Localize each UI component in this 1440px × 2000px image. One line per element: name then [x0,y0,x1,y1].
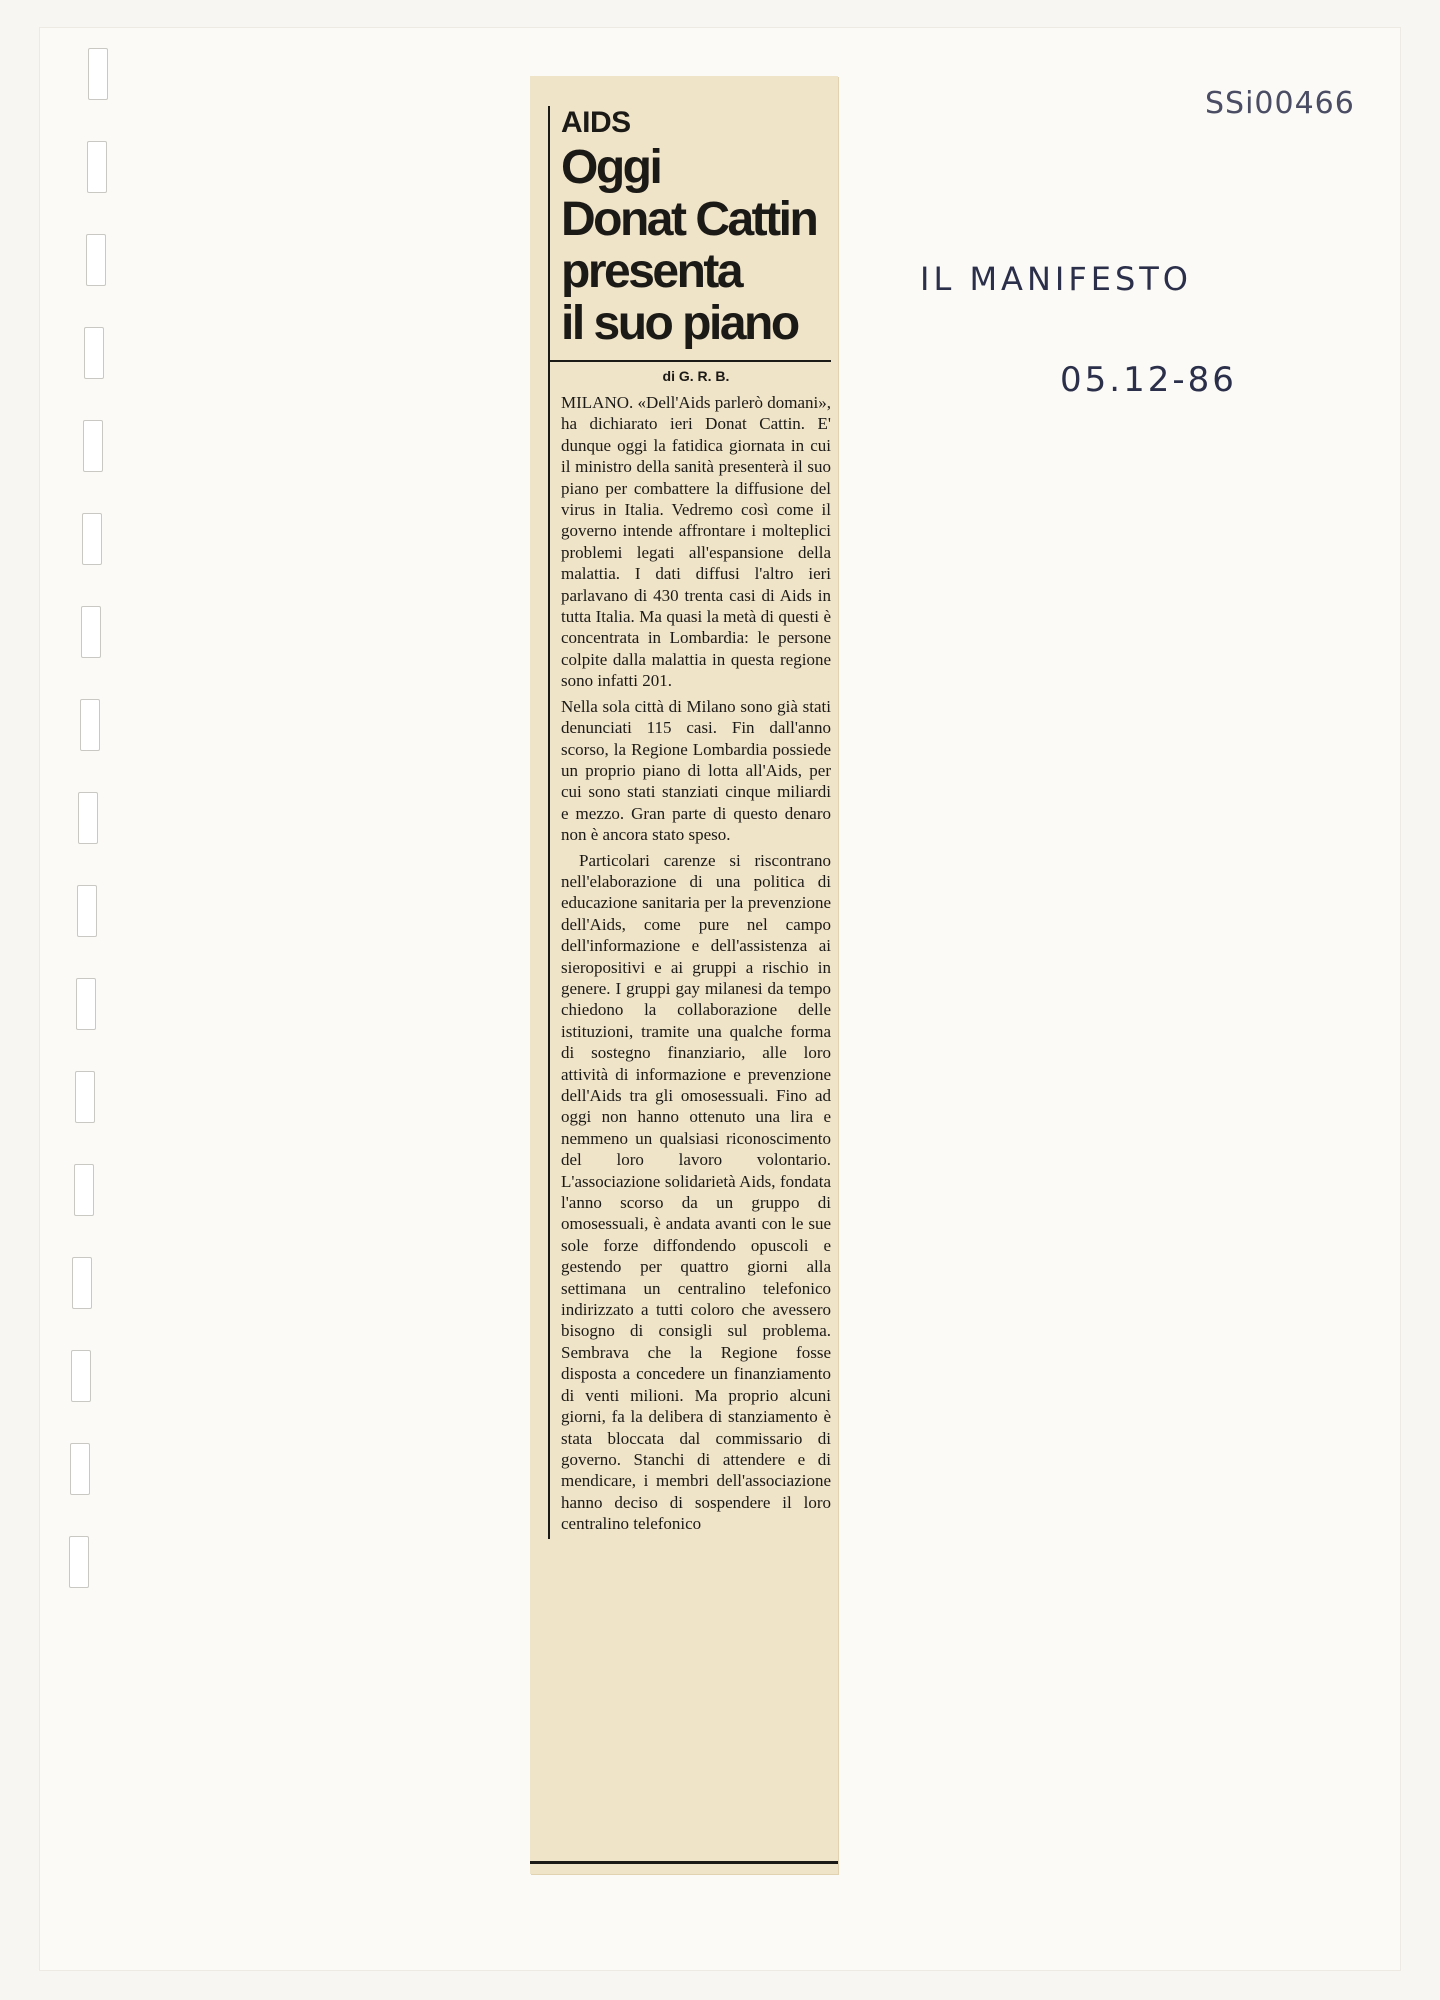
binder-hole [72,1257,92,1309]
binder-hole [83,420,103,472]
binder-hole [74,1164,94,1216]
headline-divider [548,360,831,362]
section-label: AIDS [561,106,631,139]
binder-hole [71,1350,91,1402]
archive-code-annotation: SSi00466 [1205,86,1355,121]
publication-annotation: IL MANIFESTO [920,260,1192,298]
newspaper-clipping [530,76,838,1874]
binder-hole [82,513,102,565]
date-annotation: 05.12-86 [1060,360,1237,400]
article-paragraph: Particolari carenze si riscontrano nell'elaborazione di una politica di educazione sanitaria per la prevenzione dell'Aids, come pure nel campo dell'informazione e dell'assistenza ai sieropositivi e ai gruppi a rischio in genere. I gruppi gay milanesi da tempo chiedono la collaborazione delle istituzioni, tramite una qualche forma di sostegno finanziario, alle loro attività di informazione e prevenzione dell'Aids tra gli omosessuali. Fino ad oggi non hanno ottenuto una lira e nemmeno un qualsiasi riconoscimento del loro lavoro volontario. L'associazione solidarietà Aids, fondata l'anno scorso da un gruppo di omosessuali, è andata avanti con le sue sole forze diffondendo opuscoli e gestendo per quattro giorni alla settimana un centralino telefonico indirizzato a tutti coloro che avessero bisogno di consigli sul problema. Sembrava che la Regione fosse disposta a concedere un finanziamento di venti milioni. Ma proprio alcuni giorni, fa la delibera di stanziamento è stata bloccata dal commissario di governo. Stanchi di attendere e di mendicare, i membri dell'associazione hanno deciso di sospendere il loro centralino telefonico [561,850,831,1534]
headline-line: il suo piano [561,297,798,350]
binder-hole [70,1443,90,1495]
binder-hole [78,792,98,844]
article-paragraph: MILANO. «Dell'Aids parlerò domani», ha dichiarato ieri Donat Cattin. E' dunque oggi la fatidica giornata in cui il ministro della sanità presenterà il suo piano per combattere la diffusione del virus in Italia. Vedremo così come il governo intende affrontare i molteplici problemi legati all'espansione della malattia. I dati diffusi l'altro ieri parlavano di 430 trenta casi di Aids in tutta Italia. Ma quasi la metà di questi è concentrata in Lombardia: le persone colpite dalla malattia in questa regione sono infatti 201. [561,393,831,691]
headline-line: presenta [561,245,742,298]
clipping-bottom-rule [530,1861,838,1864]
binder-hole [77,885,97,937]
headline [561,142,831,350]
binder-hole [80,699,100,751]
binder-hole [88,48,108,100]
binder-hole [86,234,106,286]
binder-hole [87,141,107,193]
binder-hole [81,606,101,658]
binder-hole [76,978,96,1030]
binder-hole [69,1536,89,1588]
article-paragraph: Nella sola città di Milano sono già stati denunciati 115 casi. Fin dall'anno scorso, la Regione Lombardia possiede un proprio piano di lotta all'Aids, per cui sono stati stanziati cinque miliardi e mezzo. Gran parte di questo denaro non è ancora stato speso. [561,696,831,845]
byline: di G. R. B. [662,368,730,384]
headline-line: Oggi [561,141,661,194]
binder-hole [84,327,104,379]
binder-hole [75,1071,95,1123]
headline-line: Donat Cattin [561,193,817,246]
article [548,106,831,1539]
article-body [561,392,831,1535]
